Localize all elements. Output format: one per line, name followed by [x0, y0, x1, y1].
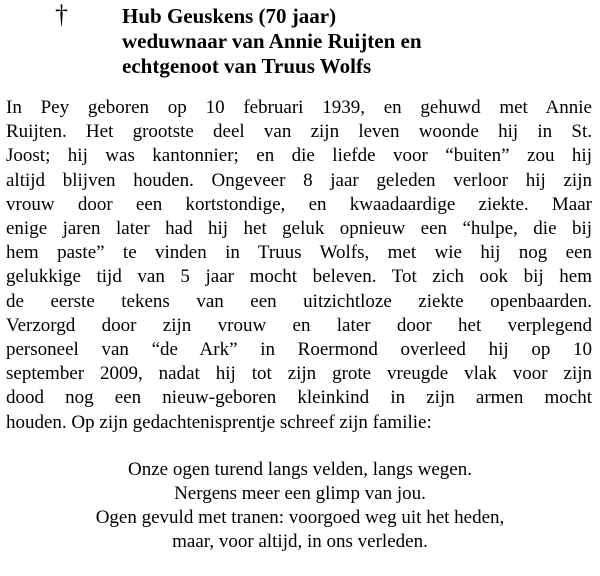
body-line: hem paste” te vinden in Truus Wolfs, met wie hij nog een	[6, 242, 592, 264]
obituary-body	[6, 96, 592, 435]
body-line: Ruijten. Het grootste deel van zijn leven woonde hij in St.	[6, 121, 592, 143]
body-line: september 2009, nadat hij tot zijn grote vreugde vlak voor zijn	[6, 363, 592, 385]
poem-line: Nergens meer een glimp van jou.	[174, 483, 426, 504]
body-line: de eerste tekens van een uitzichtloze ziekte openbaarden.	[6, 290, 592, 312]
body-line: personeel van “de Ark” in Roermond overleed hij op 10	[6, 339, 592, 361]
memorial-poem	[0, 458, 600, 554]
body-line: In Pey geboren op 10 februari 1939, en gehuwd met Annie	[6, 97, 592, 118]
obituary-heading	[122, 4, 422, 79]
poem-line: maar, voor altijd, in ons verleden.	[172, 531, 428, 552]
poem-line: Ogen gevuld met tranen: voorgoed weg uit het heden,	[95, 507, 505, 528]
body-line: altijd blijven houden. Ongeveer 8 jaar geleden verloor hij zijn	[6, 169, 592, 191]
body-line: Verzorgd door zijn vrouw en later door het verplegend	[6, 314, 592, 336]
heading-widower-line: weduwnaar van Annie Ruijten en	[122, 29, 422, 53]
body-line: houden. Op zijn gedachtenisprentje schreef zijn familie:	[6, 411, 432, 433]
body-line: Joost; hij was kantonnier; en die liefde voor “buiten” zou hij	[6, 145, 592, 167]
heading-spouse-line: echtgenoot van Truus Wolfs	[122, 54, 372, 78]
poem-line: Onze ogen turend langs velden, langs wegen.	[127, 459, 472, 480]
heading-name-line: Hub Geuskens (70 jaar)	[122, 4, 337, 28]
cross-icon: †	[55, 0, 68, 29]
body-line: gelukkige tijd van 5 jaar mocht beleven. Tot zich ook bij hem	[6, 266, 592, 288]
body-line: enige jaren later had hij het geluk opnieuw een “hulpe, die bij	[6, 218, 592, 240]
body-line: dood nog een nieuw-geboren kleinkind in zijn armen mocht	[6, 387, 592, 409]
body-line: vrouw door een kortstondige, en kwaadaardige ziekte. Maar	[6, 193, 592, 215]
